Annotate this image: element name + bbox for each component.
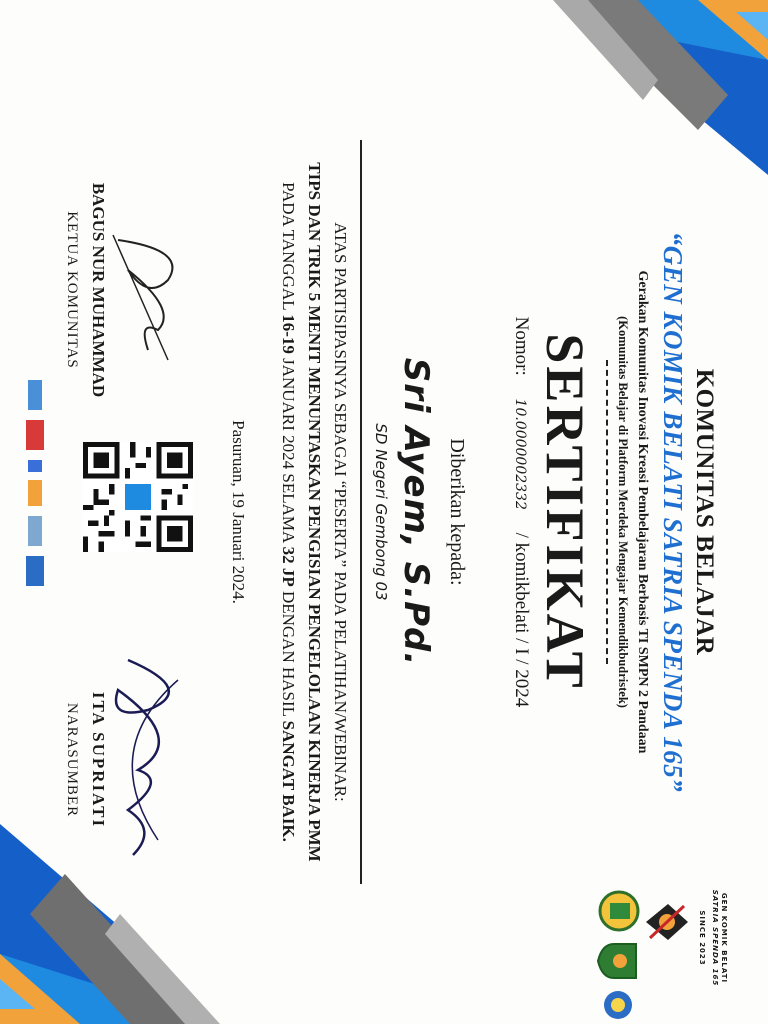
recipient-school: SD Negeri Gembong 03 (372, 423, 390, 601)
training-title: TIPS DAN TRIK 5 MENIT MENUNTASKAN PENGISIAN PENGELOLAAN KINERJA PMM (305, 162, 324, 862)
partner-logos-strip (22, 380, 48, 610)
details-result: SANGAT BAIK. (279, 720, 298, 842)
signature-left-handwriting (98, 220, 208, 370)
certificate-number (510, 0, 532, 1024)
header-line-3: Gerakan Komunitas Inovasi Kreasi Pembelajaran Berbasis TI SMPN 2 Pandaan (635, 270, 650, 754)
certificate-title: SERTIFIKAT (535, 333, 595, 691)
brand-line-3: SINCE 2023 (698, 910, 706, 966)
signer-left-role: KETUA KOMUNITAS (64, 211, 80, 369)
header-line-1: KOMUNITAS BELAJAR (691, 368, 718, 656)
recipient-divider (360, 140, 362, 884)
brand-line-1: GEN KOMIK BELATI (720, 892, 728, 984)
details-part-a: PADA TANGGAL (279, 182, 298, 315)
details-dates: 16-19 (279, 314, 298, 354)
details-part-e: DENGAN HASIL (279, 586, 298, 721)
given-to-label: Diberikan kepada: (446, 438, 468, 586)
place-date: Pasuruan, 19 Januari 2024. (229, 420, 248, 604)
signature-right (63, 640, 108, 880)
training-details (278, 0, 298, 1024)
details-hours: 32 JP (279, 546, 298, 587)
signature-left (63, 170, 108, 410)
qr-code[interactable] (83, 442, 193, 552)
header-divider (606, 360, 608, 664)
header-line-4: (Komunitas Belajar di Platform Merdeka Mengajar Kemendikbudristek) (616, 316, 630, 708)
nomor-label: Nomor: (511, 316, 532, 376)
nomor-suffix: / komikbelati / I / 2024 (511, 532, 532, 708)
brand-line-2: SATRIA SPENDA 165 (711, 889, 719, 987)
participation-line: ATAS PARTISIPASINYA SEBAGAI “PESERTA” PADA PELATIHAN/WEBINAR: (331, 222, 350, 802)
signer-right-role: NARASUMBER (64, 702, 80, 818)
recipient-name: Sri Ayem, S.Pd. (396, 357, 436, 667)
header-line-2: “GEN KOMIK BELATI SATRIA SPENDA 165” (658, 231, 688, 793)
signer-right-name: ITA SUPRIATI (89, 691, 108, 829)
details-part-c: JANUARI 2024 SELAMA (279, 353, 298, 547)
nomor-handwritten-number: 10.0000002332 (512, 398, 528, 510)
signer-left-name: BAGUS NUR MUHAMMAD (89, 182, 108, 398)
